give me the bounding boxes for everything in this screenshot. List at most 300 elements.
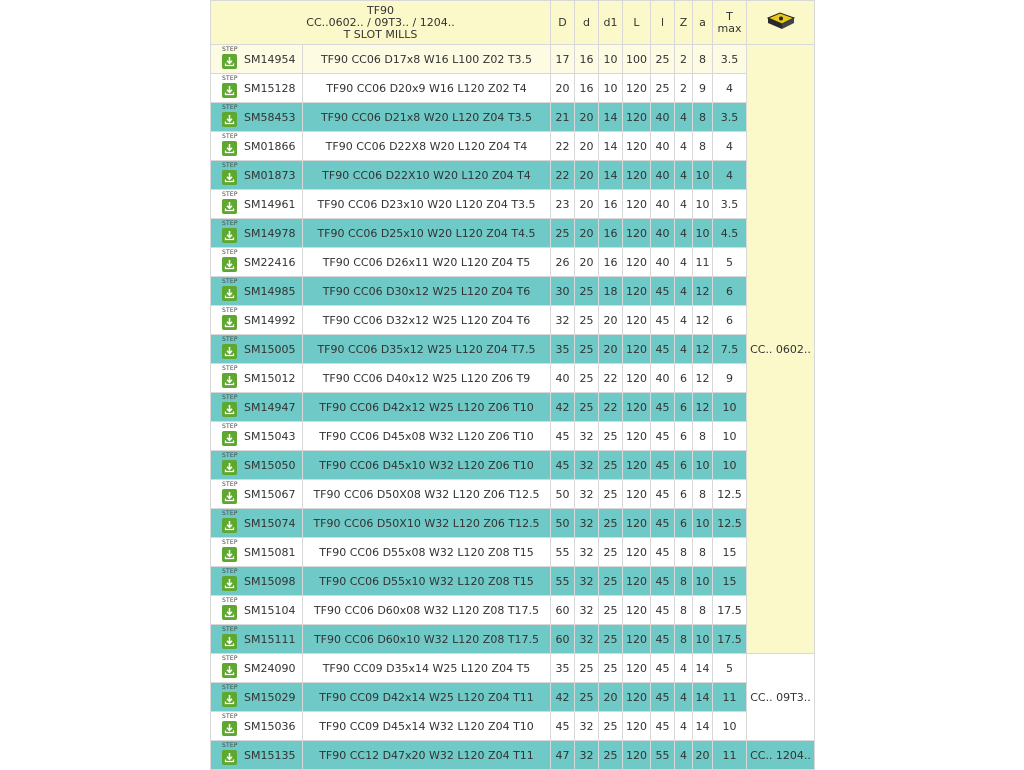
tmax-line-2: max (717, 21, 742, 35)
step-download-button[interactable] (220, 162, 242, 188)
product-code-cell (211, 451, 303, 480)
table-row (211, 335, 815, 364)
product-code[interactable]: SM14978 (244, 227, 296, 240)
step-download-button[interactable] (220, 249, 242, 275)
value-d1: 14 (599, 161, 623, 190)
value-Z: 4 (675, 190, 693, 219)
product-description: TF90 CC06 D20x9 W16 L120 Z02 T4 (303, 74, 551, 103)
product-description: TF90 CC06 D21x8 W20 L120 Z04 T3.5 (303, 103, 551, 132)
product-description: TF90 CC09 D35x14 W25 L120 Z04 T5 (303, 654, 551, 683)
table-row (211, 74, 815, 103)
value-L: 120 (623, 683, 651, 712)
value-d1: 18 (599, 277, 623, 306)
download-icon (222, 576, 237, 591)
value-d: 25 (575, 654, 599, 683)
table-title (211, 1, 551, 45)
download-icon (222, 54, 237, 69)
product-description: TF90 CC06 D45x08 W32 L120 Z06 T10 (303, 422, 551, 451)
product-code-cell (211, 335, 303, 364)
value-L: 120 (623, 741, 651, 770)
value-tmax: 12.5 (713, 509, 747, 538)
step-download-button[interactable] (220, 742, 242, 768)
product-code[interactable]: SM15050 (244, 459, 296, 472)
value-d1: 25 (599, 480, 623, 509)
value-tmax: 3.5 (713, 103, 747, 132)
value-d1: 25 (599, 422, 623, 451)
table-row (211, 306, 815, 335)
step-download-button[interactable] (220, 713, 242, 739)
value-d1: 25 (599, 538, 623, 567)
step-download-button[interactable] (220, 684, 242, 710)
value-tmax: 11 (713, 683, 747, 712)
value-d: 20 (575, 219, 599, 248)
value-Z: 8 (675, 625, 693, 654)
step-download-button[interactable] (220, 568, 242, 594)
value-d: 25 (575, 393, 599, 422)
step-download-button[interactable] (220, 365, 242, 391)
step-download-button[interactable] (220, 626, 242, 652)
value-a: 8 (693, 132, 713, 161)
step-download-button[interactable] (220, 539, 242, 565)
value-l: 45 (651, 654, 675, 683)
value-D: 26 (551, 248, 575, 277)
product-code[interactable]: SM01866 (244, 140, 296, 153)
product-code[interactable]: SM58453 (244, 111, 296, 124)
value-Z: 4 (675, 741, 693, 770)
value-d: 32 (575, 596, 599, 625)
value-L: 120 (623, 364, 651, 393)
product-code-cell (211, 567, 303, 596)
value-D: 25 (551, 219, 575, 248)
product-code[interactable]: SM14961 (244, 198, 296, 211)
value-D: 17 (551, 45, 575, 74)
value-tmax: 3.5 (713, 45, 747, 74)
table-row (211, 219, 815, 248)
value-d: 20 (575, 248, 599, 277)
table-row (211, 132, 815, 161)
product-description: TF90 CC06 D30x12 W25 L120 Z04 T6 (303, 277, 551, 306)
value-tmax: 10 (713, 393, 747, 422)
value-tmax: 11 (713, 741, 747, 770)
value-d: 25 (575, 335, 599, 364)
step-label: STEP (222, 220, 238, 227)
step-label: STEP (222, 539, 238, 546)
table-row (211, 161, 815, 190)
value-L: 120 (623, 422, 651, 451)
value-L: 120 (623, 132, 651, 161)
step-download-button[interactable] (220, 510, 242, 536)
value-a: 12 (693, 277, 713, 306)
step-label: STEP (222, 249, 238, 256)
value-l: 45 (651, 422, 675, 451)
value-Z: 4 (675, 683, 693, 712)
product-code-cell (211, 45, 303, 74)
value-a: 12 (693, 393, 713, 422)
value-D: 35 (551, 654, 575, 683)
value-Z: 4 (675, 161, 693, 190)
product-code[interactable]: SM14954 (244, 53, 296, 66)
value-L: 120 (623, 306, 651, 335)
value-D: 55 (551, 538, 575, 567)
product-code[interactable]: SM15128 (244, 82, 296, 95)
step-label: STEP (222, 568, 238, 575)
value-D: 60 (551, 625, 575, 654)
value-Z: 6 (675, 364, 693, 393)
step-label: STEP (222, 481, 238, 488)
insert-group-label: CC.. 09T3.. (747, 654, 815, 741)
step-label: STEP (222, 742, 238, 749)
value-a: 12 (693, 306, 713, 335)
value-a: 10 (693, 190, 713, 219)
value-d1: 16 (599, 219, 623, 248)
table-row (211, 190, 815, 219)
title-line-1: TF90 (366, 3, 395, 17)
value-l: 45 (651, 393, 675, 422)
product-code[interactable]: SM24090 (244, 662, 296, 675)
download-icon (222, 170, 237, 185)
value-a: 9 (693, 74, 713, 103)
value-l: 40 (651, 248, 675, 277)
value-L: 100 (623, 45, 651, 74)
table-row (211, 451, 815, 480)
product-code[interactable]: SM14947 (244, 401, 296, 414)
value-D: 42 (551, 393, 575, 422)
value-l: 45 (651, 306, 675, 335)
value-D: 45 (551, 422, 575, 451)
value-d1: 10 (599, 74, 623, 103)
step-download-button[interactable] (220, 75, 242, 101)
table-row (211, 277, 815, 306)
value-a: 10 (693, 161, 713, 190)
col-header-a: a (693, 1, 713, 45)
value-Z: 2 (675, 45, 693, 74)
col-header-Z: Z (675, 1, 693, 45)
step-download-button[interactable] (220, 278, 242, 304)
value-d: 32 (575, 712, 599, 741)
value-L: 120 (623, 625, 651, 654)
step-download-button[interactable] (220, 104, 242, 130)
value-l: 45 (651, 538, 675, 567)
product-code[interactable]: SM14992 (244, 314, 296, 327)
value-d1: 25 (599, 596, 623, 625)
value-Z: 2 (675, 74, 693, 103)
value-D: 45 (551, 712, 575, 741)
value-tmax: 10 (713, 712, 747, 741)
table-row (211, 596, 815, 625)
value-d1: 14 (599, 132, 623, 161)
product-code[interactable]: SM15005 (244, 343, 296, 356)
value-L: 120 (623, 712, 651, 741)
value-d: 25 (575, 306, 599, 335)
download-icon (222, 83, 237, 98)
product-code[interactable]: SM15074 (244, 517, 296, 530)
value-tmax: 4 (713, 161, 747, 190)
value-D: 20 (551, 74, 575, 103)
value-l: 25 (651, 74, 675, 103)
value-L: 120 (623, 596, 651, 625)
step-label: STEP (222, 655, 238, 662)
value-L: 120 (623, 161, 651, 190)
value-d: 32 (575, 741, 599, 770)
download-icon (222, 315, 237, 330)
value-D: 23 (551, 190, 575, 219)
value-tmax: 5 (713, 654, 747, 683)
value-a: 14 (693, 683, 713, 712)
product-code-cell (211, 625, 303, 654)
value-tmax: 4 (713, 132, 747, 161)
step-download-button[interactable] (220, 133, 242, 159)
product-code-cell (211, 277, 303, 306)
value-tmax: 3.5 (713, 190, 747, 219)
col-header-l: l (651, 1, 675, 45)
value-d: 25 (575, 277, 599, 306)
download-icon (222, 112, 237, 127)
product-code[interactable]: SM15081 (244, 546, 296, 559)
download-icon (222, 750, 237, 765)
value-a: 10 (693, 567, 713, 596)
step-download-button[interactable] (220, 336, 242, 362)
value-tmax: 17.5 (713, 596, 747, 625)
col-header-insert (747, 1, 815, 45)
value-d: 32 (575, 451, 599, 480)
value-d: 32 (575, 422, 599, 451)
product-code-cell (211, 74, 303, 103)
value-L: 120 (623, 74, 651, 103)
download-icon (222, 721, 237, 736)
value-Z: 6 (675, 393, 693, 422)
product-code-cell (211, 654, 303, 683)
product-code[interactable]: SM15135 (244, 749, 296, 762)
value-Z: 8 (675, 538, 693, 567)
product-code-cell (211, 596, 303, 625)
product-description: TF90 CC06 D42x12 W25 L120 Z06 T10 (303, 393, 551, 422)
value-tmax: 15 (713, 538, 747, 567)
step-download-button[interactable] (220, 46, 242, 72)
value-tmax: 10 (713, 422, 747, 451)
product-code[interactable]: SM15104 (244, 604, 296, 617)
value-L: 120 (623, 509, 651, 538)
value-tmax: 6 (713, 277, 747, 306)
value-d1: 25 (599, 509, 623, 538)
product-description: TF90 CC06 D17x8 W16 L100 Z02 T3.5 (303, 45, 551, 74)
value-Z: 4 (675, 335, 693, 364)
value-d1: 16 (599, 248, 623, 277)
step-download-button[interactable] (220, 655, 242, 681)
value-l: 45 (651, 712, 675, 741)
download-icon (222, 518, 237, 533)
product-code[interactable]: SM15012 (244, 372, 296, 385)
step-download-button[interactable] (220, 307, 242, 333)
table-row (211, 654, 815, 683)
step-label: STEP (222, 133, 238, 140)
product-code-cell (211, 306, 303, 335)
step-download-button[interactable] (220, 597, 242, 623)
step-label: STEP (222, 394, 238, 401)
value-D: 45 (551, 451, 575, 480)
value-d: 16 (575, 74, 599, 103)
header-row (211, 1, 815, 45)
value-a: 10 (693, 625, 713, 654)
step-label: STEP (222, 713, 238, 720)
value-D: 55 (551, 567, 575, 596)
step-download-button[interactable] (220, 481, 242, 507)
product-code-cell (211, 741, 303, 770)
value-Z: 4 (675, 712, 693, 741)
value-D: 47 (551, 741, 575, 770)
col-header-tmax (713, 1, 747, 45)
product-code[interactable]: SM14985 (244, 285, 296, 298)
product-code-cell (211, 103, 303, 132)
value-d1: 10 (599, 45, 623, 74)
value-d: 32 (575, 538, 599, 567)
value-D: 60 (551, 596, 575, 625)
product-code[interactable]: SM15067 (244, 488, 296, 501)
value-l: 40 (651, 161, 675, 190)
value-Z: 4 (675, 306, 693, 335)
value-L: 120 (623, 219, 651, 248)
value-tmax: 17.5 (713, 625, 747, 654)
value-l: 45 (651, 683, 675, 712)
step-label: STEP (222, 307, 238, 314)
value-a: 8 (693, 422, 713, 451)
step-label: STEP (222, 510, 238, 517)
value-l: 25 (651, 45, 675, 74)
step-label: STEP (222, 191, 238, 198)
product-description: TF90 CC06 D55x10 W32 L120 Z08 T15 (303, 567, 551, 596)
step-download-button[interactable] (220, 191, 242, 217)
download-icon (222, 141, 237, 156)
table-row (211, 393, 815, 422)
step-download-button[interactable] (220, 220, 242, 246)
col-header-L: L (623, 1, 651, 45)
value-l: 45 (651, 335, 675, 364)
download-icon (222, 257, 237, 272)
value-Z: 6 (675, 480, 693, 509)
value-l: 45 (651, 625, 675, 654)
product-description: TF90 CC09 D42x14 W25 L120 Z04 T11 (303, 683, 551, 712)
value-Z: 4 (675, 219, 693, 248)
value-D: 40 (551, 364, 575, 393)
product-code[interactable]: SM15111 (244, 633, 296, 646)
value-L: 120 (623, 567, 651, 596)
value-a: 14 (693, 712, 713, 741)
product-description: TF90 CC09 D45x14 W32 L120 Z04 T10 (303, 712, 551, 741)
product-code[interactable]: SM15036 (244, 720, 296, 733)
value-Z: 4 (675, 654, 693, 683)
value-a: 12 (693, 335, 713, 364)
value-tmax: 4 (713, 74, 747, 103)
value-d1: 20 (599, 683, 623, 712)
value-d1: 20 (599, 335, 623, 364)
value-D: 35 (551, 335, 575, 364)
product-code[interactable]: SM15098 (244, 575, 296, 588)
value-l: 45 (651, 509, 675, 538)
step-download-button[interactable] (220, 452, 242, 478)
value-L: 120 (623, 335, 651, 364)
tslot-mills-table (210, 0, 815, 770)
value-D: 22 (551, 161, 575, 190)
value-d1: 22 (599, 364, 623, 393)
product-description: TF90 CC12 D47x20 W32 L120 Z04 T11 (303, 741, 551, 770)
value-D: 50 (551, 480, 575, 509)
value-L: 120 (623, 248, 651, 277)
product-code[interactable]: SM22416 (244, 256, 296, 269)
download-icon (222, 605, 237, 620)
step-label: STEP (222, 104, 238, 111)
table-row (211, 248, 815, 277)
value-l: 45 (651, 451, 675, 480)
download-icon (222, 692, 237, 707)
table-row (211, 103, 815, 132)
download-icon (222, 373, 237, 388)
product-code[interactable]: SM15043 (244, 430, 296, 443)
value-l: 40 (651, 103, 675, 132)
step-label: STEP (222, 336, 238, 343)
download-icon (222, 663, 237, 678)
product-code[interactable]: SM15029 (244, 691, 296, 704)
value-D: 22 (551, 132, 575, 161)
step-label: STEP (222, 597, 238, 604)
value-d1: 25 (599, 712, 623, 741)
value-a: 10 (693, 219, 713, 248)
title-line-2: CC..0602.. / 09T3.. / 1204.. (306, 15, 455, 29)
product-description: TF90 CC06 D35x12 W25 L120 Z04 T7.5 (303, 335, 551, 364)
table-row (211, 567, 815, 596)
step-label: STEP (222, 365, 238, 372)
value-l: 45 (651, 567, 675, 596)
value-a: 11 (693, 248, 713, 277)
value-a: 20 (693, 741, 713, 770)
value-tmax: 7.5 (713, 335, 747, 364)
step-download-button[interactable] (220, 423, 242, 449)
download-icon (222, 634, 237, 649)
value-d: 20 (575, 103, 599, 132)
value-D: 21 (551, 103, 575, 132)
step-label: STEP (222, 278, 238, 285)
table-row (211, 364, 815, 393)
product-description: TF90 CC06 D45x10 W32 L120 Z06 T10 (303, 451, 551, 480)
value-d: 32 (575, 509, 599, 538)
value-Z: 8 (675, 596, 693, 625)
value-d: 25 (575, 364, 599, 393)
product-description: TF90 CC06 D26x11 W20 L120 Z04 T5 (303, 248, 551, 277)
value-d1: 25 (599, 451, 623, 480)
download-icon (222, 286, 237, 301)
product-code-cell (211, 190, 303, 219)
download-icon (222, 228, 237, 243)
product-description: TF90 CC06 D32x12 W25 L120 Z04 T6 (303, 306, 551, 335)
table-row (211, 422, 815, 451)
value-L: 120 (623, 103, 651, 132)
value-L: 120 (623, 480, 651, 509)
product-code-cell (211, 132, 303, 161)
product-description: TF90 CC06 D23x10 W20 L120 Z04 T3.5 (303, 190, 551, 219)
value-a: 8 (693, 596, 713, 625)
value-l: 45 (651, 480, 675, 509)
value-d: 16 (575, 45, 599, 74)
value-d1: 25 (599, 654, 623, 683)
step-label: STEP (222, 162, 238, 169)
product-code[interactable]: SM01873 (244, 169, 296, 182)
step-label: STEP (222, 684, 238, 691)
step-download-button[interactable] (220, 394, 242, 420)
insert-group-label: CC.. 0602.. (747, 45, 815, 654)
value-d: 20 (575, 161, 599, 190)
product-code-cell (211, 480, 303, 509)
step-label: STEP (222, 46, 238, 53)
value-a: 8 (693, 103, 713, 132)
value-Z: 4 (675, 132, 693, 161)
